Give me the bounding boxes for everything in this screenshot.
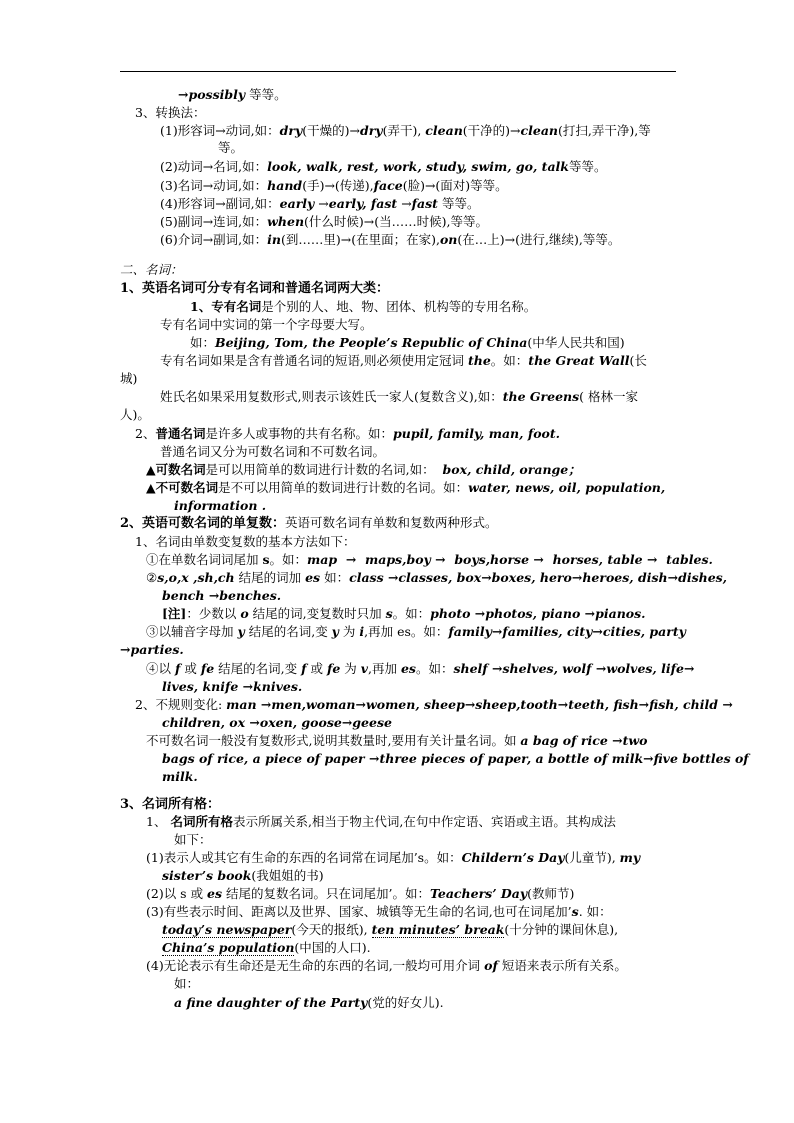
text-line-33: lives, knife →knives. — [162, 679, 303, 694]
text-line-25: 1、名词由单数变复数的基本方法如下： — [135, 534, 356, 549]
text-line-4: 等。 — [218, 140, 244, 155]
text-line-19: 2、普通名词是许多人或事物的共有名称。如：pupil, family, man, foot. — [135, 426, 561, 441]
text-line-39: 3、名词所有格： — [120, 797, 221, 812]
text-line-26: ①在单数名词词尾加 s。如：map → maps,boy → boys,horse → horses, table → tables. — [146, 552, 713, 567]
text-line-30: ③以辅音字母加 y 结尾的名词,变 y 为 i,再加 es。如：family→families, city→cities, party — [146, 624, 686, 639]
text-line-43: sister’s book(我姐姐的书) — [162, 868, 324, 883]
text-line-21: ▲可数名词是可以用简单的数词进行计数的名词,如： box, child, orange； — [146, 462, 581, 477]
text-line-47: China’s population(中国的人口). — [162, 940, 371, 955]
text-line-40: 1、 名词所有格表示所属关系,相当于物主代词,在句中作定语、宾语或主语。其构成法 — [146, 814, 616, 829]
text-line-7: (4)形容词→副词,如：early →early, fast →fast 等等。 — [160, 196, 480, 211]
text-line-11: 1、英语名词可分专有名词和普通名词两大类： — [120, 281, 390, 296]
text-line-38: milk. — [162, 769, 198, 784]
text-line-5: (2)动词→名词,如：look, walk, rest, work, study, swim, go, talk等等。 — [160, 159, 607, 174]
text-line-6: (3)名词→动词,如：hand(手)→(传递),face(脸)→(面对)等等。 — [160, 178, 508, 193]
text-line-42: (1)表示人或其它有生命的东西的名词常在词尾加’s。如：Childern’s Day(儿童节), my — [146, 850, 641, 865]
text-line-16: 城) — [120, 371, 138, 386]
text-line-24: 2、英语可数名词的单复数：英语可数名词有单数和复数两种形式。 — [120, 515, 498, 531]
text-line-37: bags of rice, a piece of paper →three pieces of paper, a bottle of milk→five bottles of — [162, 751, 749, 766]
text-line-9: (6)介词→副词,如：in(到……里)→(在里面；在家),on(在…上)→(进行,继续),等等。 — [160, 232, 621, 247]
text-line-46: today’s newspaper(今天的报纸), ten minutes’ break(十分钟的课间休息), — [162, 922, 619, 937]
text-line-15: 专有名词如果是含有普通名词的短语,则必须使用定冠词 the。如：the Great Wall(长 — [160, 353, 647, 368]
text-line-32: ④以 f 或 fe 结尾的名词,变 f 或 fe 为 v,再加 es。如：shelf →shelves, wolf →wolves, life→ — [146, 661, 695, 676]
text-line-49: 如： — [174, 976, 200, 991]
text-line-2: 3、转换法： — [135, 105, 206, 120]
text-line-50: a fine daughter of the Party(党的好女儿). — [174, 995, 444, 1010]
text-line-23: information . — [174, 498, 267, 513]
text-line-22: ▲不可数名词是不可以用简单的数词进行计数的名词。如：water, news, oil, population, — [146, 480, 666, 495]
text-line-45: (3)有些表示时间、距离以及世界、国家、城镇等无生命的名词,也可在词尾加’s. 如： — [146, 904, 612, 919]
header-rule — [120, 71, 676, 72]
text-line-29: [注]：少数以 o 结尾的词,变复数时只加 s。如：photo →photos, piano →pianos. — [162, 606, 646, 621]
text-line-17: 姓氏名如果采用复数形式,则表示该姓氏一家人(复数含义),如：the Greens( 格林一家 — [160, 389, 639, 404]
text-line-28: bench →benches. — [162, 588, 282, 603]
text-line-1: →possibly 等等。 — [178, 87, 287, 102]
text-line-27: ②s,o,x ,sh,ch 结尾的词加 es 如：class →classes, box→boxes, hero→heroes, dish→dishes, — [146, 570, 728, 585]
text-line-31: →parties. — [120, 642, 184, 657]
text-line-13: 专有名词中实词的第一个字母要大写。 — [160, 317, 373, 332]
text-line-48: (4)无论表示有生命还是无生命的东西的名词,一般均可用介词 of 短语来表示所有关系。 — [146, 958, 627, 973]
text-line-34: 2、不规则变化: man →men,woman→women, sheep→sheep,tooth→teeth, fish→fish, child → — [135, 697, 733, 712]
text-line-10: 二、名词： — [120, 262, 183, 277]
text-line-20: 普通名词又分为可数名词和不可数名词。 — [160, 444, 386, 459]
text-line-3: (1)形容词→动词,如：dry(干燥的)→dry(弄干), clean(干净的)→clean(打扫,弄干净),等 — [160, 123, 651, 138]
text-line-41: 如下： — [174, 832, 212, 847]
text-line-36: 不可数名词一般没有复数形式,说明其数量时,要用有关计量名词。如 a bag of rice →two — [146, 733, 648, 748]
text-line-12: 1、专有名词是个别的人、地、物、团体、机构等的专用名称。 — [190, 299, 537, 314]
text-line-35: children, ox →oxen, goose→geese — [162, 715, 392, 730]
text-line-8: (5)副词→连词,如：when(什么时候)→(当……时候),等等。 — [160, 214, 489, 229]
text-line-44: (2)以 s 或 es 结尾的复数名词。只在词尾加’。如：Teachers’ Day(教师节) — [146, 886, 575, 901]
text-line-14: 如：Beijing, Tom, the People’s Republic of China(中华人民共和国) — [190, 335, 625, 350]
text-line-18: 人)。 — [120, 407, 150, 422]
